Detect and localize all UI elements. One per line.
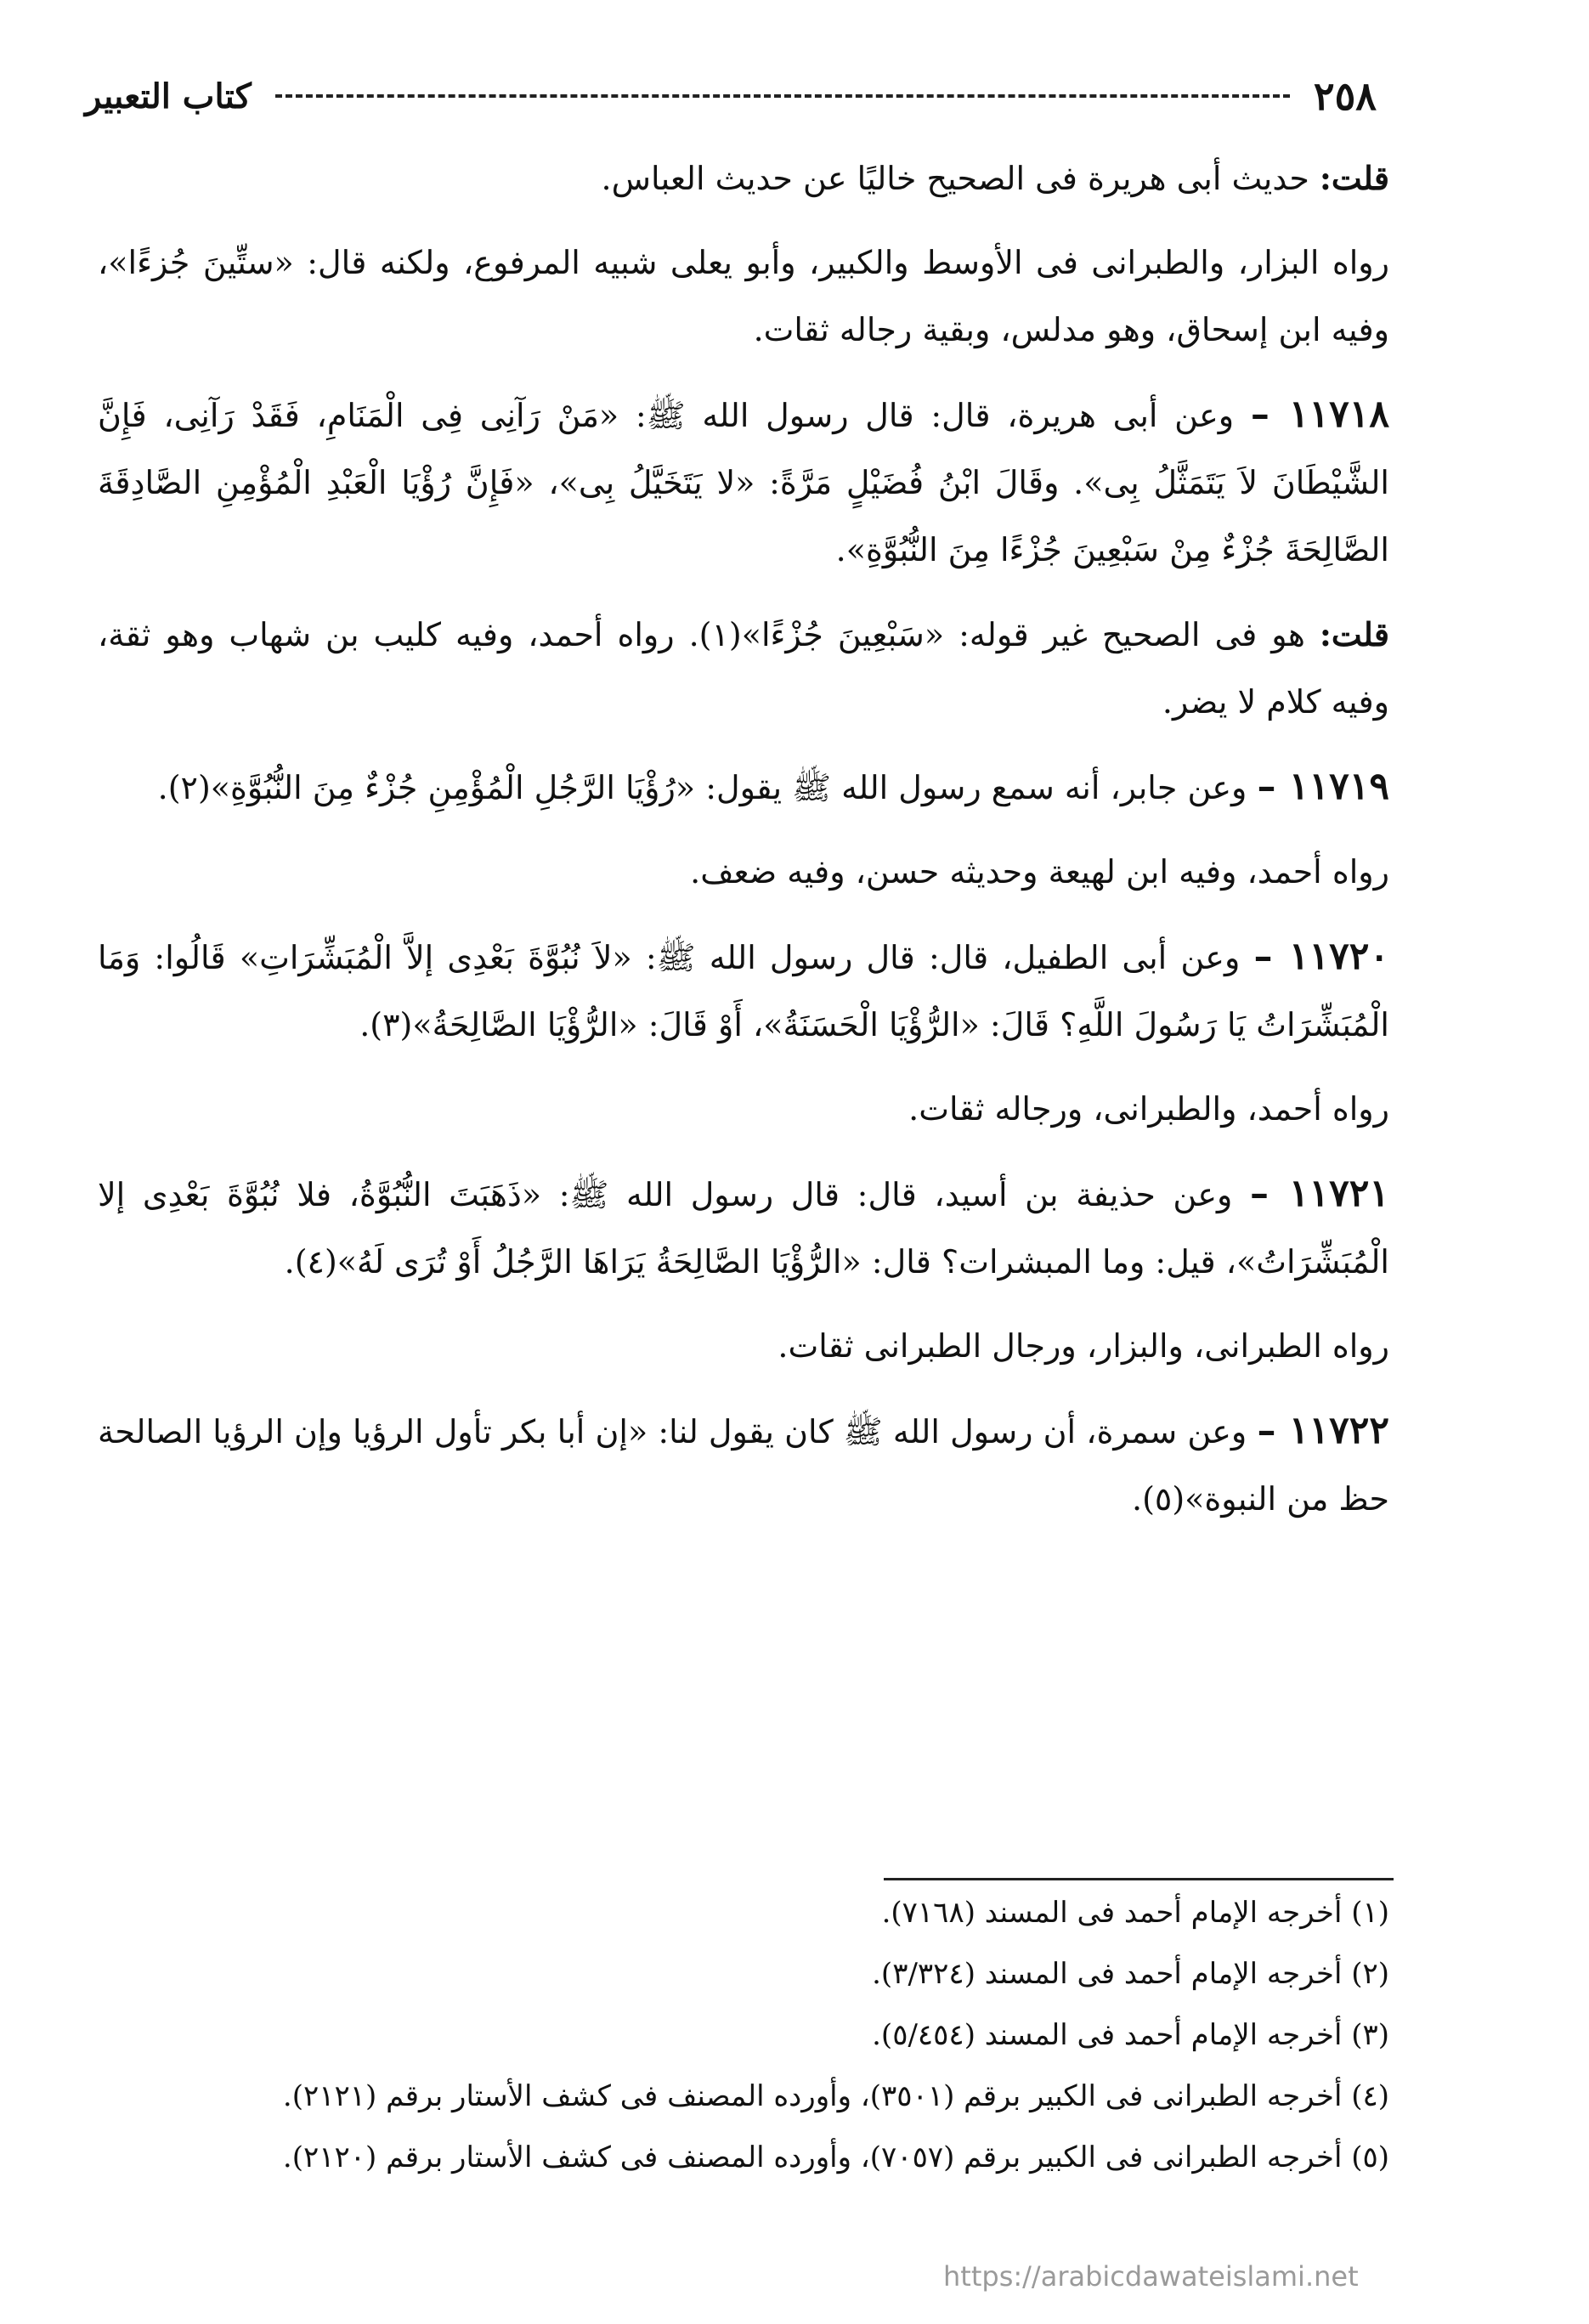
source-url-watermark: https://arabicdawateislami.net xyxy=(943,2260,1359,2293)
footnote-rule xyxy=(884,1878,1394,1880)
paragraph-text: وعن جابر، أنه سمع رسول الله ﷺ يقول: «رُؤْيَا الرَّجُلِ الْمُؤْمِنِ جُزْءٌ مِنَ النُّبُوَّةِ»(٢). xyxy=(157,769,1247,806)
paragraph-lead: قلت: xyxy=(1319,159,1389,197)
hadith-number: ١١٧٢٠ – xyxy=(1253,935,1389,978)
paragraph-text: رواه الطبرانى، والبزار، ورجال الطبرانى ثقات. xyxy=(778,1327,1389,1365)
hadith-paragraph xyxy=(98,381,1389,584)
footnote: (١) أخرجه الإمام أحمد فى المسند (٧١٦٨). xyxy=(881,1896,1389,1930)
paragraph-text: وعن أبى الطفيل، قال: قال رسول الله ﷺ: «لاَ نُبُوَّةَ بَعْدِى إلاَّ الْمُبَشِّرَاتِ» قَالُوا: وَمَا الْمُبَشِّرَاتُ يَا رَسُولَ اللَّهِ؟ قَالَ: «الرُّؤْيَا الْحَسَنَةُ»، أَوْ قَالَ: «الرُّؤْيَا الصَّالِحَةُ»(٣). xyxy=(98,939,1389,1043)
paragraph xyxy=(98,229,1389,364)
hadith-number: ١١٧١٨ – xyxy=(1250,393,1389,436)
paragraph-text: رواه أحمد، وفيه ابن لهيعة وحديثه حسن، وفيه ضعف. xyxy=(690,853,1389,891)
hadith-paragraph xyxy=(98,1397,1389,1533)
paragraph xyxy=(98,1076,1389,1143)
paragraph-text: وعن سمرة، أن رسول الله ﷺ كان يقول لنا: «إن أبا بكر تأول الرؤيا وإن الرؤيا الصالحة حظ من النبوة»(٥). xyxy=(98,1413,1389,1518)
hadith-paragraph xyxy=(98,1160,1389,1296)
hadith-number: ١١٧٢٢ – xyxy=(1257,1409,1389,1452)
paragraph-text: وعن أبى هريرة، قال: قال رسول الله ﷺ: «مَنْ رَآنِى فِى الْمَنَامِ، فَقَدْ رَآنِى، فَإِنَّ الشَّيْطَانَ لاَ يَتَمَثَّلُ بِى». وقَالَ ابْنُ فُضَيْلٍ مَرَّةً: «لا يَتَخَيَّلُ بِى»، «فَإِنَّ رُؤْيَا الْعَبْدِ الْمُؤْمِنِ الصَّادِقَةَ الصَّالِحَةَ جُزْءٌ مِنْ سَبْعِينَ جُزْءًا مِنَ النُّبُوَّةِ». xyxy=(98,397,1389,568)
body-text xyxy=(98,144,1389,1550)
hadith-paragraph xyxy=(98,923,1389,1059)
footnote: (٣) أخرجه الإمام أحمد فى المسند (٥/٤٥٤). xyxy=(872,2018,1389,2052)
paragraph-text: هو فى الصحيح غير قوله: «سَبْعِينَ جُزْءًا»(١). رواه أحمد، وفيه كليب بن شهاب وهو ثقة، وفيه كلام لا يضر. xyxy=(98,616,1389,721)
paragraph xyxy=(98,1313,1389,1380)
paragraph-text: حديث أبى هريرة فى الصحيح خاليًا عن حديث العباس. xyxy=(601,160,1309,197)
paragraph-text: وعن حذيفة بن أسيد، قال: قال رسول الله ﷺ: «ذَهَبَتَ النُّبُوَّةُ، فلا نُبُوَّةَ بَعْدِى إلا الْمُبَشِّرَاتُ»، قيل: وما المبشرات؟ قال: «الرُّؤْيَا الصَّالِحَةُ يَرَاهَا الرَّجُلُ أَوْ تُرَى لَهُ»(٤). xyxy=(98,1176,1389,1281)
hadith-paragraph xyxy=(98,753,1389,822)
paragraph-text: رواه البزار، والطبرانى فى الأوسط والكبير، وأبو يعلى شبيه المرفوع، ولكنه قال: «ستِّينَ جُزءًا»، وفيه ابن إسحاق، وهو مدلس، وبقية رجاله ثقات. xyxy=(98,244,1389,348)
footnotes xyxy=(98,1882,1389,2188)
paragraph-lead: قلت: xyxy=(1319,615,1389,653)
paragraph xyxy=(98,144,1389,212)
hadith-number: ١١٧٢١ – xyxy=(1249,1172,1389,1215)
footnote: (٢) أخرجه الإمام أحمد فى المسند (٣/٣٢٤). xyxy=(872,1957,1389,1991)
book-title: كتاب التعبير xyxy=(85,76,252,116)
footnote: (٤) أخرجه الطبرانى فى الكبير برقم (٣٥٠١)، وأورده المصنف فى كشف الأستار برقم (٢١٢١). xyxy=(282,2079,1389,2113)
page-number: ٢٥٨ xyxy=(1313,73,1377,119)
paragraph xyxy=(98,839,1389,906)
footnote: (٥) أخرجه الطبرانى فى الكبير برقم (٧٠٥٧)، وأورده المصنف فى كشف الأستار برقم (٢١٢٠). xyxy=(282,2140,1389,2174)
header-rule xyxy=(275,94,1290,98)
paragraph-text: رواه أحمد، والطبرانى، ورجاله ثقات. xyxy=(908,1090,1389,1128)
page-header xyxy=(85,66,1377,126)
paragraph xyxy=(98,601,1389,736)
hadith-number: ١١٧١٩ – xyxy=(1257,765,1389,808)
